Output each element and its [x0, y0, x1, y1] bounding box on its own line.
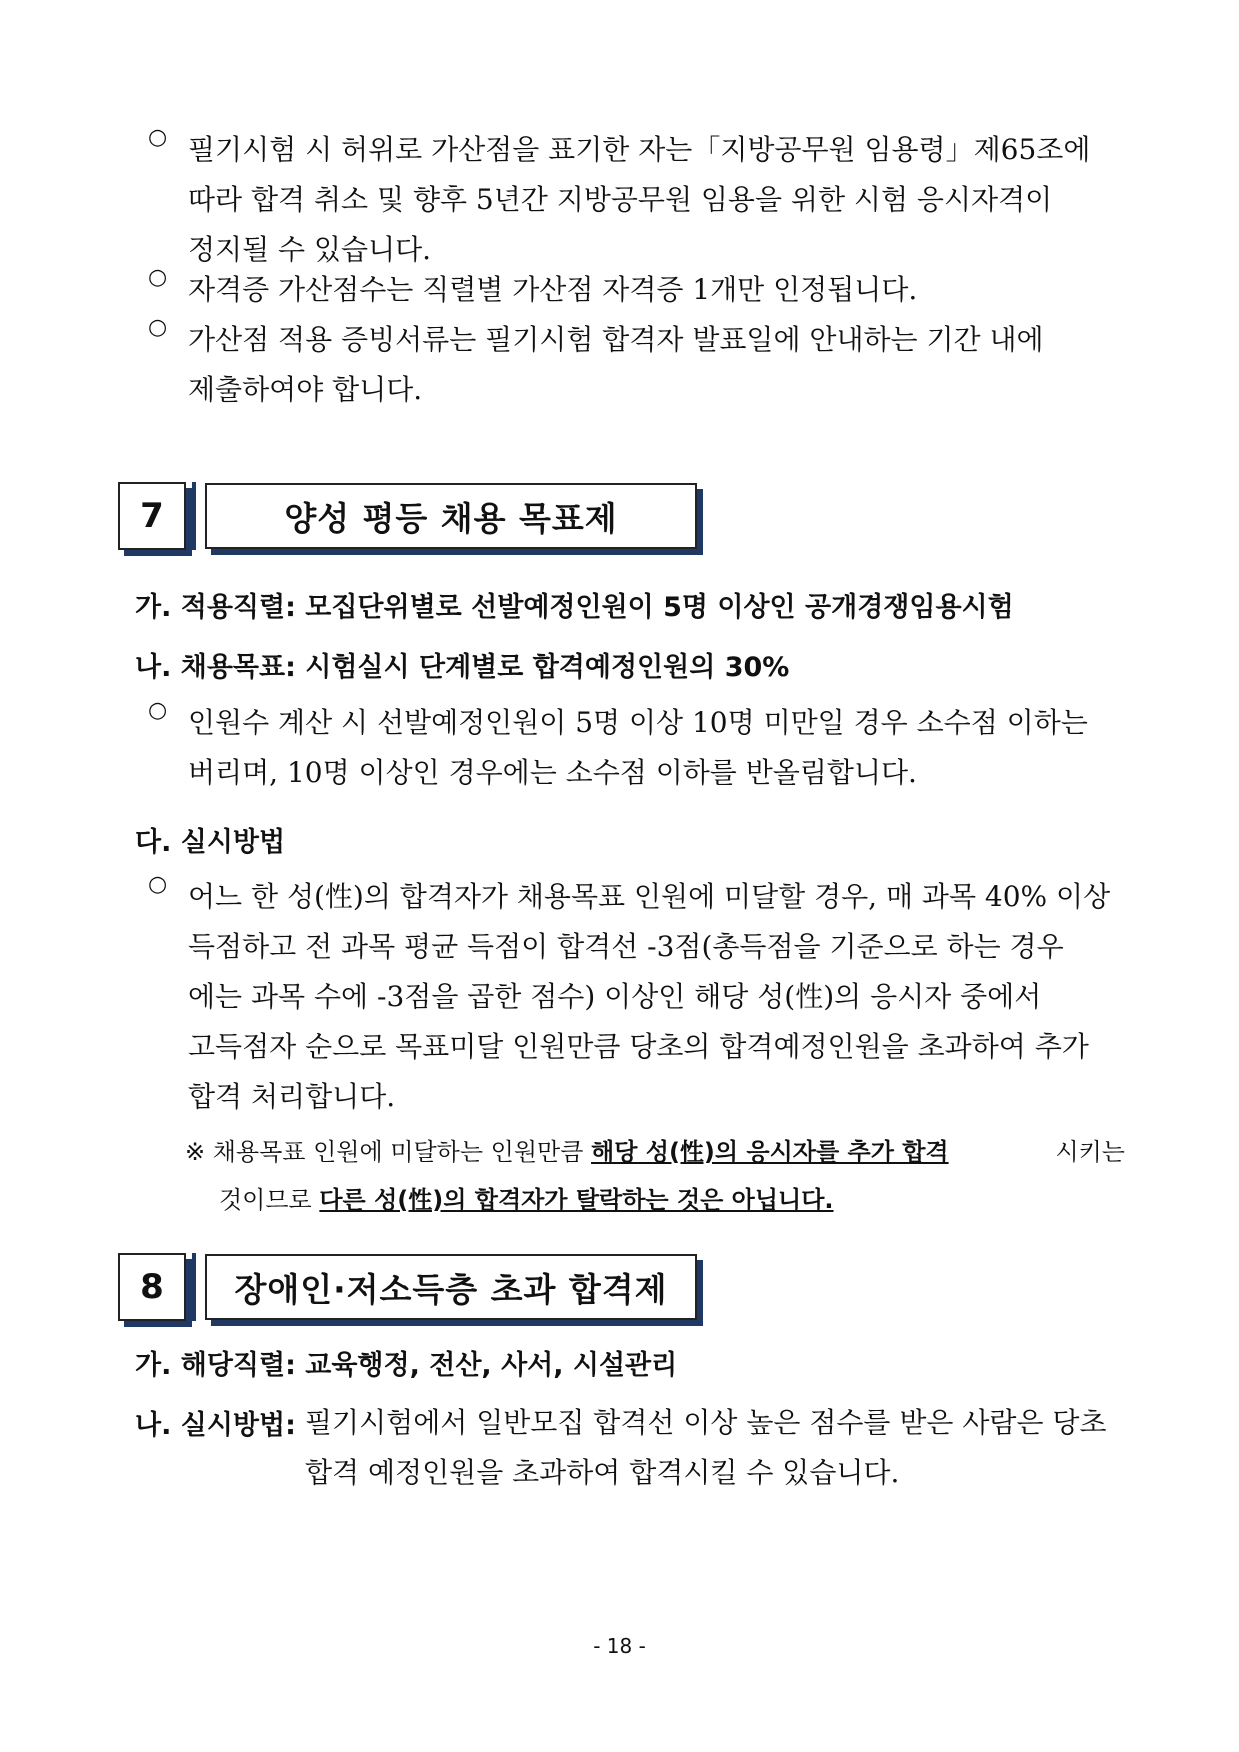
- bullet-text-line: 버리며, 10명 이상인 경우에는 소수점 이하를 반올림합니다.: [188, 756, 917, 789]
- note-emphasis: 다른 성(性)의 합격자가 탈락하는 것은 아닙니다.: [319, 1186, 834, 1214]
- section-title-7: 양성 평등 채용 목표제: [205, 483, 697, 549]
- bullet-method: [150, 872, 1125, 1122]
- section-number-8: 8: [118, 1253, 186, 1321]
- bullet-circle-icon: ○: [148, 315, 168, 340]
- bullet-text-line: 인원수 계산 시 선발예정인원이 5명 이상 10명 미만일 경우 소수점 이하는: [188, 706, 1088, 739]
- note-reference-mark: ※: [185, 1138, 206, 1166]
- bullet-one-certificate: [150, 265, 1125, 315]
- section7-item-ga: 가. 적용직렬: 모집단위별로 선발예정인원이 5명 이상인 공개경쟁임용시험: [135, 592, 1014, 623]
- section-divider-bar: [192, 482, 196, 550]
- bullet-text-line: 고득점자 순으로 목표미달 인원만큼 당초의 합격예정인원을 초과하여 추가: [188, 1030, 1089, 1063]
- note-text: 것이므로: [219, 1186, 320, 1214]
- section8-method-text: 필기시험에서 일반모집 합격선 이상 높은 점수를 받은 사람은 당초: [305, 1406, 1107, 1439]
- bullet-circle-icon: ○: [148, 698, 168, 723]
- note-text: 채용목표 인원에 미달하는 인원만큼: [212, 1138, 592, 1166]
- note-line-1: [185, 1128, 1125, 1176]
- bullet-text-line: 어느 한 성(性)의 합격자가 채용목표 인원에 미달할 경우, 매 과목 40% 이상: [188, 880, 1111, 913]
- bullet-text-line: 제출하여야 합니다.: [188, 373, 423, 406]
- bullet-text-line: 합격 처리합니다.: [188, 1080, 396, 1113]
- section8-item-na-line2: 합격 예정인원을 초과하여 합격시킬 수 있습니다.: [305, 1456, 900, 1489]
- section7-item-da: 다. 실시방법: [135, 827, 286, 858]
- bullet-text-line: 가산점 적용 증빙서류는 필기시험 합격자 발표일에 안내하는 기간 내에: [188, 323, 1044, 356]
- section8-item-na-label: 나. 실시방법:: [135, 1410, 296, 1441]
- section8-item-na-line1: [305, 1401, 1125, 1441]
- note-line-2: [185, 1176, 1125, 1224]
- section-divider-bar: [192, 1253, 196, 1321]
- note-text: 시키는: [1055, 1138, 1125, 1166]
- bullet-circle-icon: ○: [148, 125, 168, 150]
- bullet-circle-icon: ○: [148, 265, 168, 290]
- section-number-7: 7: [118, 482, 186, 550]
- bullet-headcount: [150, 698, 1125, 798]
- bullet-text-line: 에는 과목 수에 -3점을 곱한 점수) 이상인 해당 성(性)의 응시자 중에서: [188, 980, 1042, 1013]
- bullet-text-line: 정지될 수 있습니다.: [188, 233, 432, 266]
- note-block: [185, 1128, 1125, 1224]
- section-title-8: 장애인·저소득층 초과 합격제: [205, 1254, 697, 1320]
- note-emphasis: 해당 성(性)의 응시자를 추가 합격: [591, 1138, 949, 1166]
- bullet-text-line: 따라 합격 취소 및 향후 5년간 지방공무원 임용을 위한 시험 응시자격이: [188, 183, 1053, 216]
- bullet-text-line: 자격증 가산점수는 직렬별 가산점 자격증 1개만 인정됩니다.: [188, 273, 918, 306]
- bullet-proof-docs: [150, 315, 1125, 415]
- bullet-circle-icon: ○: [148, 872, 168, 897]
- bullet-text-line: 필기시험 시 허위로 가산점을 표기한 자는「지방공무원 임용령」제65조에: [188, 133, 1091, 166]
- page-number: - 18 -: [593, 1634, 646, 1658]
- bullet-text-line: 득점하고 전 과목 평균 득점이 합격선 -3점(총득점을 기준으로 하는 경우: [188, 930, 1064, 963]
- section8-item-ga: 가. 해당직렬: 교육행정, 전산, 사서, 시설관리: [135, 1350, 678, 1381]
- bullet-false-entry: [150, 125, 1125, 275]
- section7-item-na: 나. 채용목표: 시험실시 단계별로 합격예정인원의 30%: [135, 652, 790, 683]
